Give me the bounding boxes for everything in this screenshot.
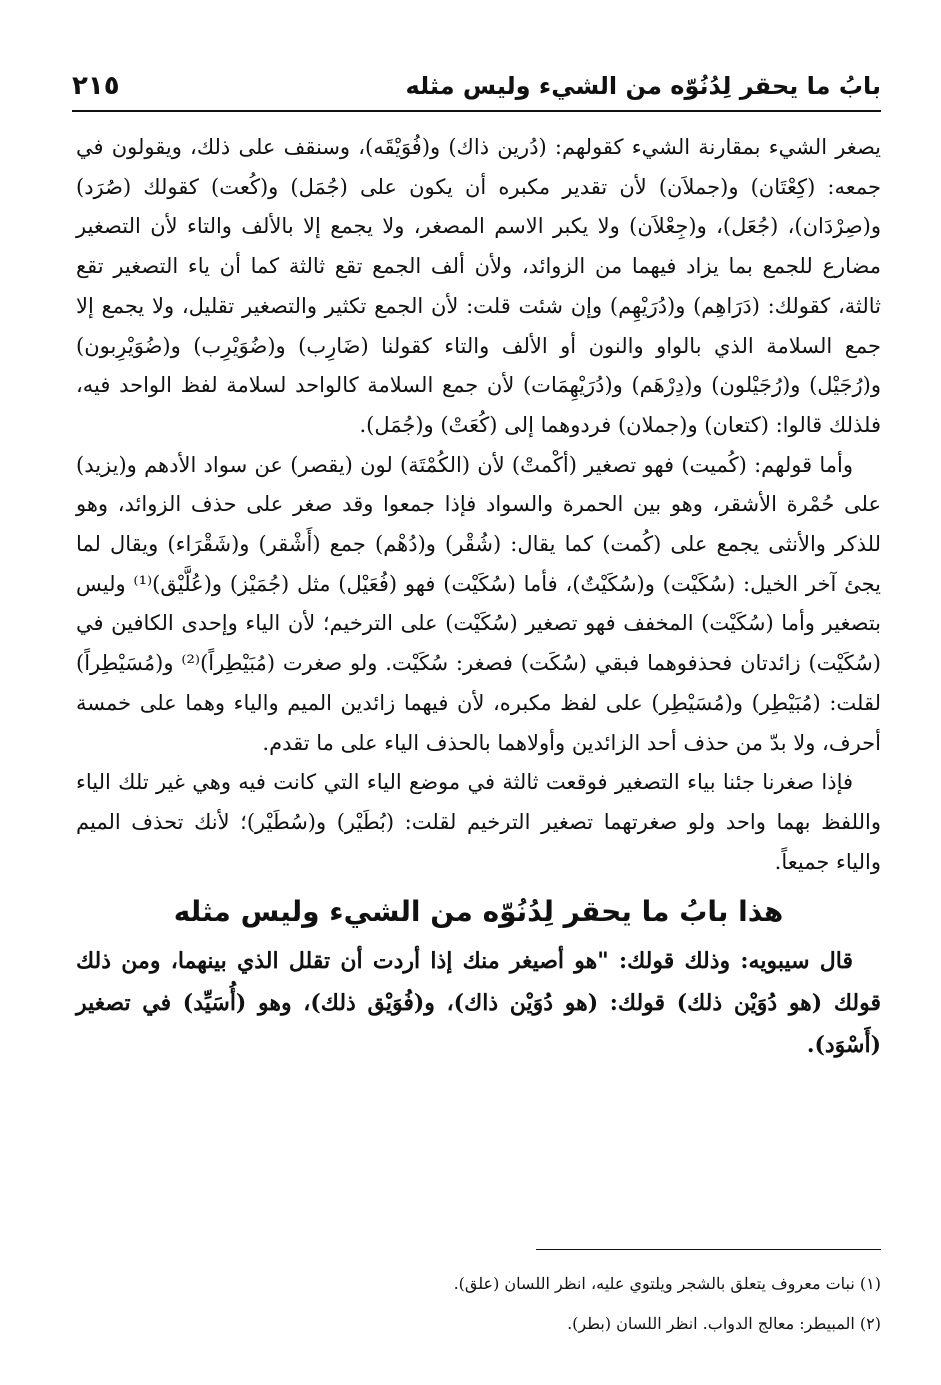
main-text <box>76 128 881 1066</box>
section-heading: هذا بابُ ما يحقر لِدُنُوّه من الشيء وليس مثله <box>173 895 784 929</box>
page-header <box>72 62 881 112</box>
page-number: ٢١٥ <box>72 71 120 101</box>
footnote-divider <box>536 1249 881 1250</box>
running-title: بابُ ما يحقر لِدُنُوّه من الشيء وليس مثله <box>405 72 881 100</box>
paragraph-1: يصغر الشيء بمقارنة الشيء كقولهم: (دُرين ذاك) و(فُوَيْقَه)، وسنقف على ذلك، ويقولون في جمعه: (كِعْتَان) و(جملاَن) لأن تقدير مكبره أن يكون على (جُمَل) و(كُعت) كقولك (صُرَد) و(صِرْدَان)، (جُعَل)، و(جِعْلاَن) ولا يكبر الاسم المصغر، ولا يجمع إلا بالألف والتاء لأن التصغير مضارع للجمع بما يزاد فيهما من الزوائد، ولأن ألف الجمع تقع ثالثة كما أن ياء التصغير تقع ثالثة، كقولك: (دَرَاهِم) و(دُرَيْهِم) وإن شئت قلت: لأن الجمع تكثير والتصغير تقليل، ولا يجمع إلا جمع السلامة الذي بالواو والنون أو الألف والتاء كقولنا (ضَارِب) و(ضُوَيْرِب) و(ضُوَيْرِبون) و(رُجَيْل) و(رُجَيْلون) و(دِرْهَم) و(دُرَيْهِمَات) لأن جمع السلامة كالواحد لسلامة لفظ الواحد فيه، فلذلك قالوا: (كتعان) و(جملان) فردوهما إلى (كُعَتْ) و(جُمَل). <box>76 135 881 437</box>
footnotes <box>76 1264 881 1344</box>
paragraph-2: وأما قولهم: (كُميت) فهو تصغير (أكْمتْ) لأن (الكُمْتَة) لون (يقصر) عن سواد الأدهم و(يزيد) على حُمْرة الأشقر، وهو بين الحمرة والسواد فإذا جمعوا وقد صغر على حذف الزوائد، وهو للذكر والأنثى يجمع على (كُمت) كما يقال: (شُقْر) و(دُهْم) جمع (أَشْقر) و(شَقْرَاء) ويقال لما يجئ آخر الخيل: (سُكَيْت) و(سُكَيْتٌ)، فأما (سُكَيْت) فهو (فُعَيْل) مثل (جُمَيْز) و(عُلَّيْق)⁽¹⁾ وليس بتصغير وأما (سُكَيْت) المخفف فهو تصغير (سُكَيْت) على الترخيم؛ لأن الياء وإحدى الكافين في (سُكَيْت) زائدتان فحذفوهما فبقي (سُكَت) فصغر: سُكَيْت. ولو صغرت (مُبَيْطِراً)⁽²⁾ و(مُسَيْطِراً) لقلت: (مُبَيْطِر) و(مُسَيْطِر) على لفظ مكبره، لأن فيهما زائدين الميم والياء وهما على خمسة أحرف، ولا بدّ من حذف أحد الزائدين وأولاهما بالحذف الياء على ما تقدم. <box>76 452 882 755</box>
footnote-2: (٢) المبيطر: معالج الدواب. انظر اللسان (بطر). <box>567 1314 881 1333</box>
section-paragraph: قال سيبويه: وذلك قولك: "هو أصيغر منك إذا أردت أن تقلل الذي بينهما، ومن ذلك قولك (هو دُوَيْن ذلك) قولك: (هو دُوَيْن ذاك)، و(فُوَيْق ذلك)، وهو (أُسَيِّد) في تصغير (أَسْوَد). <box>76 948 881 1059</box>
paragraph-3: فإذا صغرنا جئنا بياء التصغير فوقعت ثالثة في موضع الياء التي كانت فيه وهي غير تلك الياء واللفظ بهما واحد ولو صغرتهما تصغير الترخيم لقلت: (بُطَيْر) و(سُطَيْر)؛ لأنك تحذف الميم والياء جميعاً. <box>76 770 881 874</box>
footnote-1: (١) نبات معروف يتعلق بالشجر ويلتوي عليه، انظر اللسان (علق). <box>453 1274 881 1293</box>
